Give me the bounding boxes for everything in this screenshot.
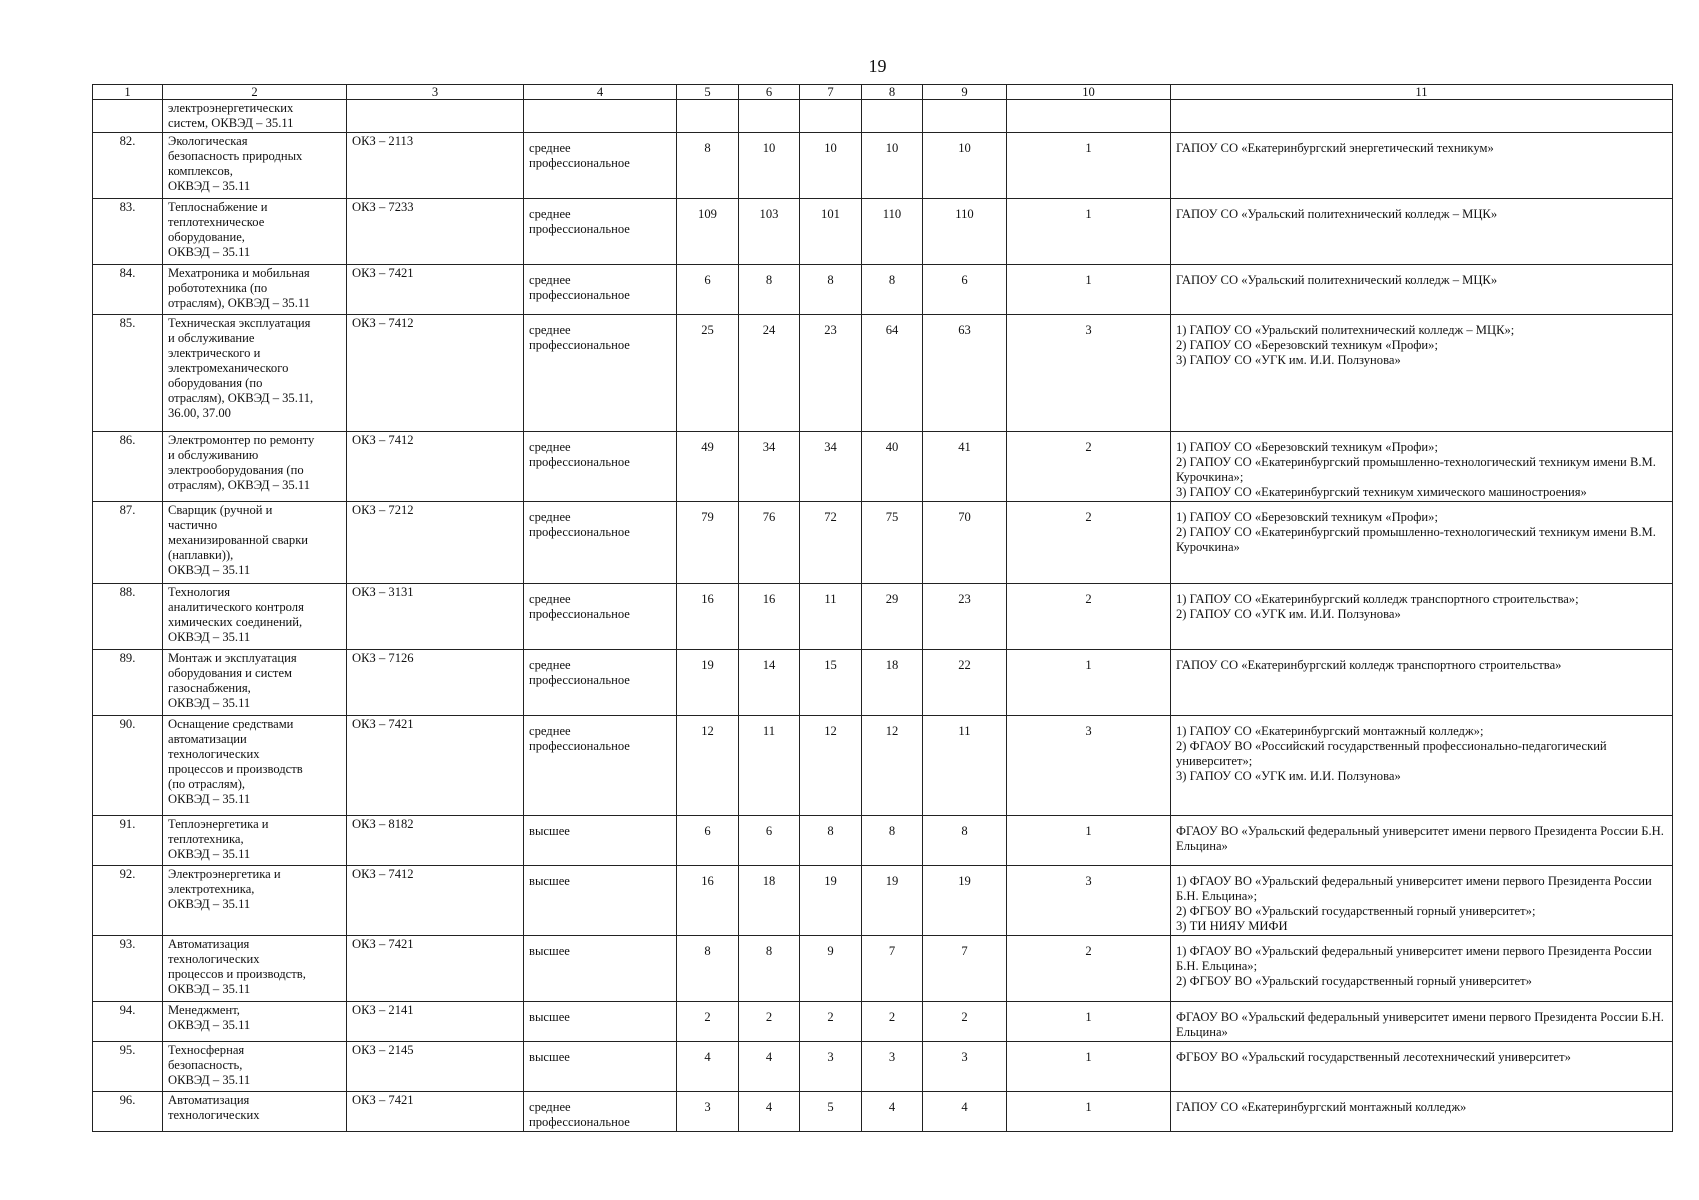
organizations: 1) ГАПОУ СО «Екатеринбургский монтажный колледж»; 2) ФГАОУ ВО «Российский государственный профессионально-педагогический университет»; 3) ГАПОУ СО «УГК им. И.И. Ползунова» <box>1171 716 1673 816</box>
value-col-9: 41 <box>923 432 1007 502</box>
education-level: среднее профессиональное <box>524 584 677 650</box>
value-col-6: 18 <box>739 866 800 936</box>
organizations: ГАПОУ СО «Екатеринбургский энергетический техникум» <box>1171 133 1673 199</box>
value-col-9: 110 <box>923 199 1007 265</box>
okz-code: ОКЗ – 7233 <box>347 199 524 265</box>
education-level: среднее профессиональное <box>524 716 677 816</box>
education-level: высшее <box>524 1002 677 1042</box>
value-col-9: 22 <box>923 650 1007 716</box>
okz-code: ОКЗ – 2141 <box>347 1002 524 1042</box>
column-number-row <box>93 85 1673 100</box>
okz-code: ОКЗ – 7421 <box>347 265 524 315</box>
value-col-8: 8 <box>862 816 923 866</box>
value-col-7: 101 <box>800 199 862 265</box>
okz-code <box>347 100 524 133</box>
specialty-name: Сварщик (ручной и частично механизированной сварки (наплавки)), ОКВЭД – 35.11 <box>163 502 347 584</box>
value-col-7: 34 <box>800 432 862 502</box>
specialty-name: Техническая эксплуатация и обслуживание электрического и электромеханического оборудования (по отраслям), ОКВЭД – 35.11, 36.00, 37.00 <box>163 315 347 432</box>
organizations: ГАПОУ СО «Уральский политехнический колледж – МЦК» <box>1171 265 1673 315</box>
okz-code: ОКЗ – 8182 <box>347 816 524 866</box>
value-col-6: 76 <box>739 502 800 584</box>
value-col-5: 19 <box>677 650 739 716</box>
value-col-9: 70 <box>923 502 1007 584</box>
value-col-10: 1 <box>1007 1092 1171 1132</box>
specialty-name: Электроэнергетика и электротехника, ОКВЭД – 35.11 <box>163 866 347 936</box>
value-col-7: 15 <box>800 650 862 716</box>
value-col-5: 49 <box>677 432 739 502</box>
col-header-11: 11 <box>1171 85 1673 100</box>
value-col-6: 14 <box>739 650 800 716</box>
value-col-7: 3 <box>800 1042 862 1092</box>
okz-code: ОКЗ – 7412 <box>347 432 524 502</box>
row-number: 96. <box>93 1092 163 1132</box>
specialty-name: Технология аналитического контроля химических соединений, ОКВЭД – 35.11 <box>163 584 347 650</box>
table-row <box>93 100 1673 133</box>
value-col-9: 19 <box>923 866 1007 936</box>
value-col-7: 9 <box>800 936 862 1002</box>
table-row <box>93 936 1673 1002</box>
specialty-name: Теплоснабжение и теплотехническое оборудование, ОКВЭД – 35.11 <box>163 199 347 265</box>
value-col-5: 8 <box>677 133 739 199</box>
specialty-name: Оснащение средствами автоматизации технологических процессов и производств (по отраслям), ОКВЭД – 35.11 <box>163 716 347 816</box>
value-col-8: 75 <box>862 502 923 584</box>
value-col-7: 23 <box>800 315 862 432</box>
value-col-10: 1 <box>1007 265 1171 315</box>
value-col-8: 8 <box>862 265 923 315</box>
row-number: 91. <box>93 816 163 866</box>
value-col-5: 6 <box>677 816 739 866</box>
education-level: высшее <box>524 816 677 866</box>
value-col-8: 4 <box>862 1092 923 1132</box>
specialty-name: Электромонтер по ремонту и обслуживанию электрооборудования (по отраслям), ОКВЭД – 35.11 <box>163 432 347 502</box>
value-col-9: 23 <box>923 584 1007 650</box>
value-col-10: 3 <box>1007 716 1171 816</box>
organizations: ФГАОУ ВО «Уральский федеральный университет имени первого Президента России Б.Н. Ельцина» <box>1171 1002 1673 1042</box>
specialty-name: Автоматизация технологических <box>163 1092 347 1132</box>
organizations: ФГБОУ ВО «Уральский государственный лесотехнический университет» <box>1171 1042 1673 1092</box>
value-col-9: 7 <box>923 936 1007 1002</box>
value-col-8: 2 <box>862 1002 923 1042</box>
row-number: 89. <box>93 650 163 716</box>
value-col-10: 2 <box>1007 584 1171 650</box>
value-col-5: 4 <box>677 1042 739 1092</box>
table-row <box>93 1042 1673 1092</box>
value-col-9: 8 <box>923 816 1007 866</box>
specialty-name: электроэнергетических систем, ОКВЭД – 35.11 <box>163 100 347 133</box>
value-col-6: 103 <box>739 199 800 265</box>
value-col-7: 5 <box>800 1092 862 1132</box>
specialty-name: Экологическая безопасность природных комплексов, ОКВЭД – 35.11 <box>163 133 347 199</box>
value-col-9: 2 <box>923 1002 1007 1042</box>
value-col-7: 72 <box>800 502 862 584</box>
col-header-6: 6 <box>739 85 800 100</box>
value-col-7: 19 <box>800 866 862 936</box>
value-col-5: 25 <box>677 315 739 432</box>
table-row <box>93 816 1673 866</box>
okz-code: ОКЗ – 3131 <box>347 584 524 650</box>
value-col-5: 12 <box>677 716 739 816</box>
okz-code: ОКЗ – 7412 <box>347 866 524 936</box>
okz-code: ОКЗ – 2113 <box>347 133 524 199</box>
row-number: 87. <box>93 502 163 584</box>
education-level: высшее <box>524 866 677 936</box>
row-number: 93. <box>93 936 163 1002</box>
col-header-7: 7 <box>800 85 862 100</box>
value-col-10 <box>1007 100 1171 133</box>
value-col-8: 19 <box>862 866 923 936</box>
value-col-7: 11 <box>800 584 862 650</box>
col-header-4: 4 <box>524 85 677 100</box>
value-col-6: 24 <box>739 315 800 432</box>
okz-code: ОКЗ – 7421 <box>347 1092 524 1132</box>
value-col-7 <box>800 100 862 133</box>
organizations: 1) ГАПОУ СО «Березовский техникум «Профи»; 2) ГАПОУ СО «Екатеринбургский промышленно-технологический техникум имени В.М. Курочкина» <box>1171 502 1673 584</box>
value-col-10: 1 <box>1007 133 1171 199</box>
table-row <box>93 584 1673 650</box>
value-col-8: 10 <box>862 133 923 199</box>
value-col-6: 16 <box>739 584 800 650</box>
table-row <box>93 432 1673 502</box>
value-col-9: 63 <box>923 315 1007 432</box>
value-col-8: 18 <box>862 650 923 716</box>
col-header-9: 9 <box>923 85 1007 100</box>
table-row <box>93 133 1673 199</box>
organizations: 1) ГАПОУ СО «Екатеринбургский колледж транспортного строительства»; 2) ГАПОУ СО «УГК им. И.И. Ползунова» <box>1171 584 1673 650</box>
education-level: среднее профессиональное <box>524 650 677 716</box>
education-level: среднее профессиональное <box>524 265 677 315</box>
row-number: 82. <box>93 133 163 199</box>
row-number: 86. <box>93 432 163 502</box>
row-number: 92. <box>93 866 163 936</box>
value-col-9: 10 <box>923 133 1007 199</box>
value-col-9: 4 <box>923 1092 1007 1132</box>
education-level: высшее <box>524 1042 677 1092</box>
specialty-name: Техносферная безопасность, ОКВЭД – 35.11 <box>163 1042 347 1092</box>
organizations: 1) ГАПОУ СО «Уральский политехнический колледж – МЦК»; 2) ГАПОУ СО «Березовский техникум «Профи»; 3) ГАПОУ СО «УГК им. И.И. Ползунова» <box>1171 315 1673 432</box>
education-level: среднее профессиональное <box>524 133 677 199</box>
table-row <box>93 315 1673 432</box>
row-number: 94. <box>93 1002 163 1042</box>
value-col-10: 1 <box>1007 1042 1171 1092</box>
value-col-10: 1 <box>1007 816 1171 866</box>
row-number: 84. <box>93 265 163 315</box>
organizations: ГАПОУ СО «Екатеринбургский монтажный колледж» <box>1171 1092 1673 1132</box>
value-col-7: 8 <box>800 265 862 315</box>
organizations: 1) ФГАОУ ВО «Уральский федеральный университет имени первого Президента России Б.Н. Ельцина»; 2) ФГБОУ ВО «Уральский государственный горный университет»; 3) ТИ НИЯУ МИФИ <box>1171 866 1673 936</box>
row-number <box>93 100 163 133</box>
table-row <box>93 1002 1673 1042</box>
value-col-5: 2 <box>677 1002 739 1042</box>
organizations: ГАПОУ СО «Екатеринбургский колледж транспортного строительства» <box>1171 650 1673 716</box>
col-header-2: 2 <box>163 85 347 100</box>
value-col-8: 40 <box>862 432 923 502</box>
education-level: среднее профессиональное <box>524 199 677 265</box>
value-col-5: 109 <box>677 199 739 265</box>
col-header-5: 5 <box>677 85 739 100</box>
okz-code: ОКЗ – 7212 <box>347 502 524 584</box>
specialty-name: Монтаж и эксплуатация оборудования и систем газоснабжения, ОКВЭД – 35.11 <box>163 650 347 716</box>
value-col-7: 2 <box>800 1002 862 1042</box>
value-col-8: 110 <box>862 199 923 265</box>
row-number: 90. <box>93 716 163 816</box>
okz-code: ОКЗ – 2145 <box>347 1042 524 1092</box>
specialties-table <box>92 84 1673 1132</box>
specialty-name: Теплоэнергетика и теплотехника, ОКВЭД – 35.11 <box>163 816 347 866</box>
value-col-6: 4 <box>739 1042 800 1092</box>
value-col-10: 3 <box>1007 315 1171 432</box>
specialty-name: Автоматизация технологических процессов и производств, ОКВЭД – 35.11 <box>163 936 347 1002</box>
table-row <box>93 650 1673 716</box>
table-row <box>93 502 1673 584</box>
value-col-9: 11 <box>923 716 1007 816</box>
col-header-8: 8 <box>862 85 923 100</box>
col-header-3: 3 <box>347 85 524 100</box>
value-col-8: 29 <box>862 584 923 650</box>
value-col-10: 2 <box>1007 936 1171 1002</box>
value-col-9: 6 <box>923 265 1007 315</box>
education-level: среднее профессиональное <box>524 432 677 502</box>
value-col-7: 10 <box>800 133 862 199</box>
value-col-5: 79 <box>677 502 739 584</box>
education-level: среднее профессиональное <box>524 502 677 584</box>
value-col-10: 2 <box>1007 502 1171 584</box>
value-col-5: 16 <box>677 866 739 936</box>
row-number: 85. <box>93 315 163 432</box>
specialty-name: Мехатроника и мобильная робототехника (по отраслям), ОКВЭД – 35.11 <box>163 265 347 315</box>
okz-code: ОКЗ – 7412 <box>347 315 524 432</box>
row-number: 83. <box>93 199 163 265</box>
value-col-6: 34 <box>739 432 800 502</box>
table-row <box>93 716 1673 816</box>
value-col-6: 2 <box>739 1002 800 1042</box>
education-level: высшее <box>524 936 677 1002</box>
table-row <box>93 866 1673 936</box>
organizations <box>1171 100 1673 133</box>
table-body <box>93 100 1673 1132</box>
organizations: ФГАОУ ВО «Уральский федеральный университет имени первого Президента России Б.Н. Ельцина» <box>1171 816 1673 866</box>
value-col-8: 7 <box>862 936 923 1002</box>
education-level <box>524 100 677 133</box>
table-row <box>93 199 1673 265</box>
value-col-7: 8 <box>800 816 862 866</box>
okz-code: ОКЗ – 7126 <box>347 650 524 716</box>
value-col-9: 3 <box>923 1042 1007 1092</box>
value-col-10: 1 <box>1007 1002 1171 1042</box>
specialty-name: Менеджмент, ОКВЭД – 35.11 <box>163 1002 347 1042</box>
row-number: 95. <box>93 1042 163 1092</box>
value-col-5: 6 <box>677 265 739 315</box>
table-row <box>93 265 1673 315</box>
value-col-6: 10 <box>739 133 800 199</box>
value-col-5: 3 <box>677 1092 739 1132</box>
value-col-6: 8 <box>739 936 800 1002</box>
value-col-8: 64 <box>862 315 923 432</box>
value-col-8: 3 <box>862 1042 923 1092</box>
value-col-9 <box>923 100 1007 133</box>
value-col-7: 12 <box>800 716 862 816</box>
organizations: 1) ГАПОУ СО «Березовский техникум «Профи»; 2) ГАПОУ СО «Екатеринбургский промышленно-технологический техникум имени В.М. Курочкина»; 3) ГАПОУ СО «Екатеринбургский техникум химического машиностроения» <box>1171 432 1673 502</box>
value-col-10: 2 <box>1007 432 1171 502</box>
value-col-5 <box>677 100 739 133</box>
value-col-6: 4 <box>739 1092 800 1132</box>
page-number: 19 <box>868 56 887 76</box>
okz-code: ОКЗ – 7421 <box>347 716 524 816</box>
value-col-6 <box>739 100 800 133</box>
education-level: среднее профессиональное <box>524 315 677 432</box>
value-col-8 <box>862 100 923 133</box>
value-col-6: 6 <box>739 816 800 866</box>
value-col-10: 1 <box>1007 650 1171 716</box>
value-col-8: 12 <box>862 716 923 816</box>
okz-code: ОКЗ – 7421 <box>347 936 524 1002</box>
value-col-5: 16 <box>677 584 739 650</box>
organizations: ГАПОУ СО «Уральский политехнический колледж – МЦК» <box>1171 199 1673 265</box>
col-header-10: 10 <box>1007 85 1171 100</box>
value-col-5: 8 <box>677 936 739 1002</box>
value-col-10: 1 <box>1007 199 1171 265</box>
col-header-1: 1 <box>93 85 163 100</box>
row-number: 88. <box>93 584 163 650</box>
value-col-6: 8 <box>739 265 800 315</box>
value-col-10: 3 <box>1007 866 1171 936</box>
value-col-6: 11 <box>739 716 800 816</box>
organizations: 1) ФГАОУ ВО «Уральский федеральный университет имени первого Президента России Б.Н. Ельцина»; 2) ФГБОУ ВО «Уральский государственный горный университет» <box>1171 936 1673 1002</box>
education-level: среднее профессиональное <box>524 1092 677 1132</box>
table-row <box>93 1092 1673 1132</box>
